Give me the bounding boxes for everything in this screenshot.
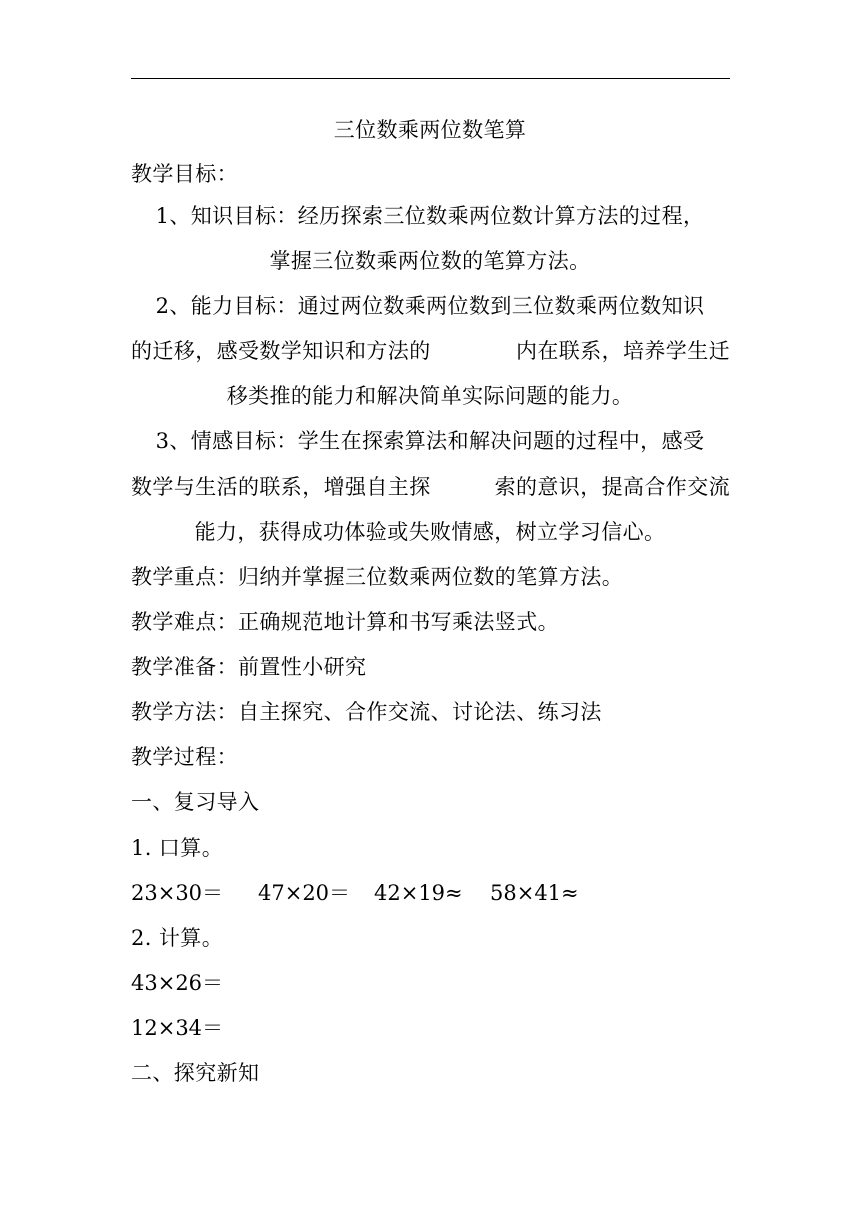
section-2-heading: 二、探究新知 [131,1061,260,1085]
difficulty: 教学难点：正确规范地计算和书写乘法竖式。 [131,610,559,634]
preparation: 教学准备：前置性小研究 [131,655,367,679]
objective-3-line-2-part-a: 数学与生活的联系，增强自主探 [131,475,431,499]
objectives-heading: 教学目标： [131,162,238,186]
objective-2-line-2-part-b: 内在联系，培养学生迁 [516,339,730,363]
section-1-heading: 一、复习导入 [131,790,260,814]
objective-3-line-3: 能力，获得成功体验或失败情感，树立学习信心。 [194,520,666,544]
objective-2-line-2-part-a: 的迁移，感受数学知识和方法的 [131,339,431,363]
objective-2-line-2 [131,336,730,366]
calc-exercise-2: 12×34＝ [131,1016,224,1040]
objective-3-line-2 [131,472,730,502]
document-title: 三位数乘两位数笔算 [333,118,527,142]
oral-exercise: 58×41≈ [490,881,579,905]
objective-1-line-1: 1、知识目标：经历探索三位数乘两位数计算方法的过程， [155,204,705,228]
key-point: 教学重点：归纳并掌握三位数乘两位数的笔算方法。 [131,565,624,589]
objective-3-line-1: 3、情感目标：学生在探索算法和解决问题的过程中，感受 [155,429,705,453]
objective-1-line-2: 掌握三位数乘两位数的笔算方法。 [269,249,591,273]
process-heading: 教学过程： [131,745,238,769]
oral-heading: 1. 口算。 [131,836,224,860]
calc-heading: 2. 计算。 [131,926,224,950]
header-rule [131,78,730,79]
oral-exercise: 23×30＝ [131,881,224,905]
objective-3-line-2-part-b: 索的意识，提高合作交流 [494,475,730,499]
oral-exercise: 42×19≈ [374,881,463,905]
objective-2-line-3: 移类推的能力和解决简单实际问题的能力。 [226,384,634,408]
objective-2-line-1: 2、能力目标：通过两位数乘两位数到三位数乘两位数知识 [155,294,705,318]
methods: 教学方法：自主探究、合作交流、讨论法、练习法 [131,700,602,724]
oral-exercise: 47×20＝ [258,881,351,905]
oral-exercises [131,878,579,908]
calc-exercise-1: 43×26＝ [131,971,224,995]
